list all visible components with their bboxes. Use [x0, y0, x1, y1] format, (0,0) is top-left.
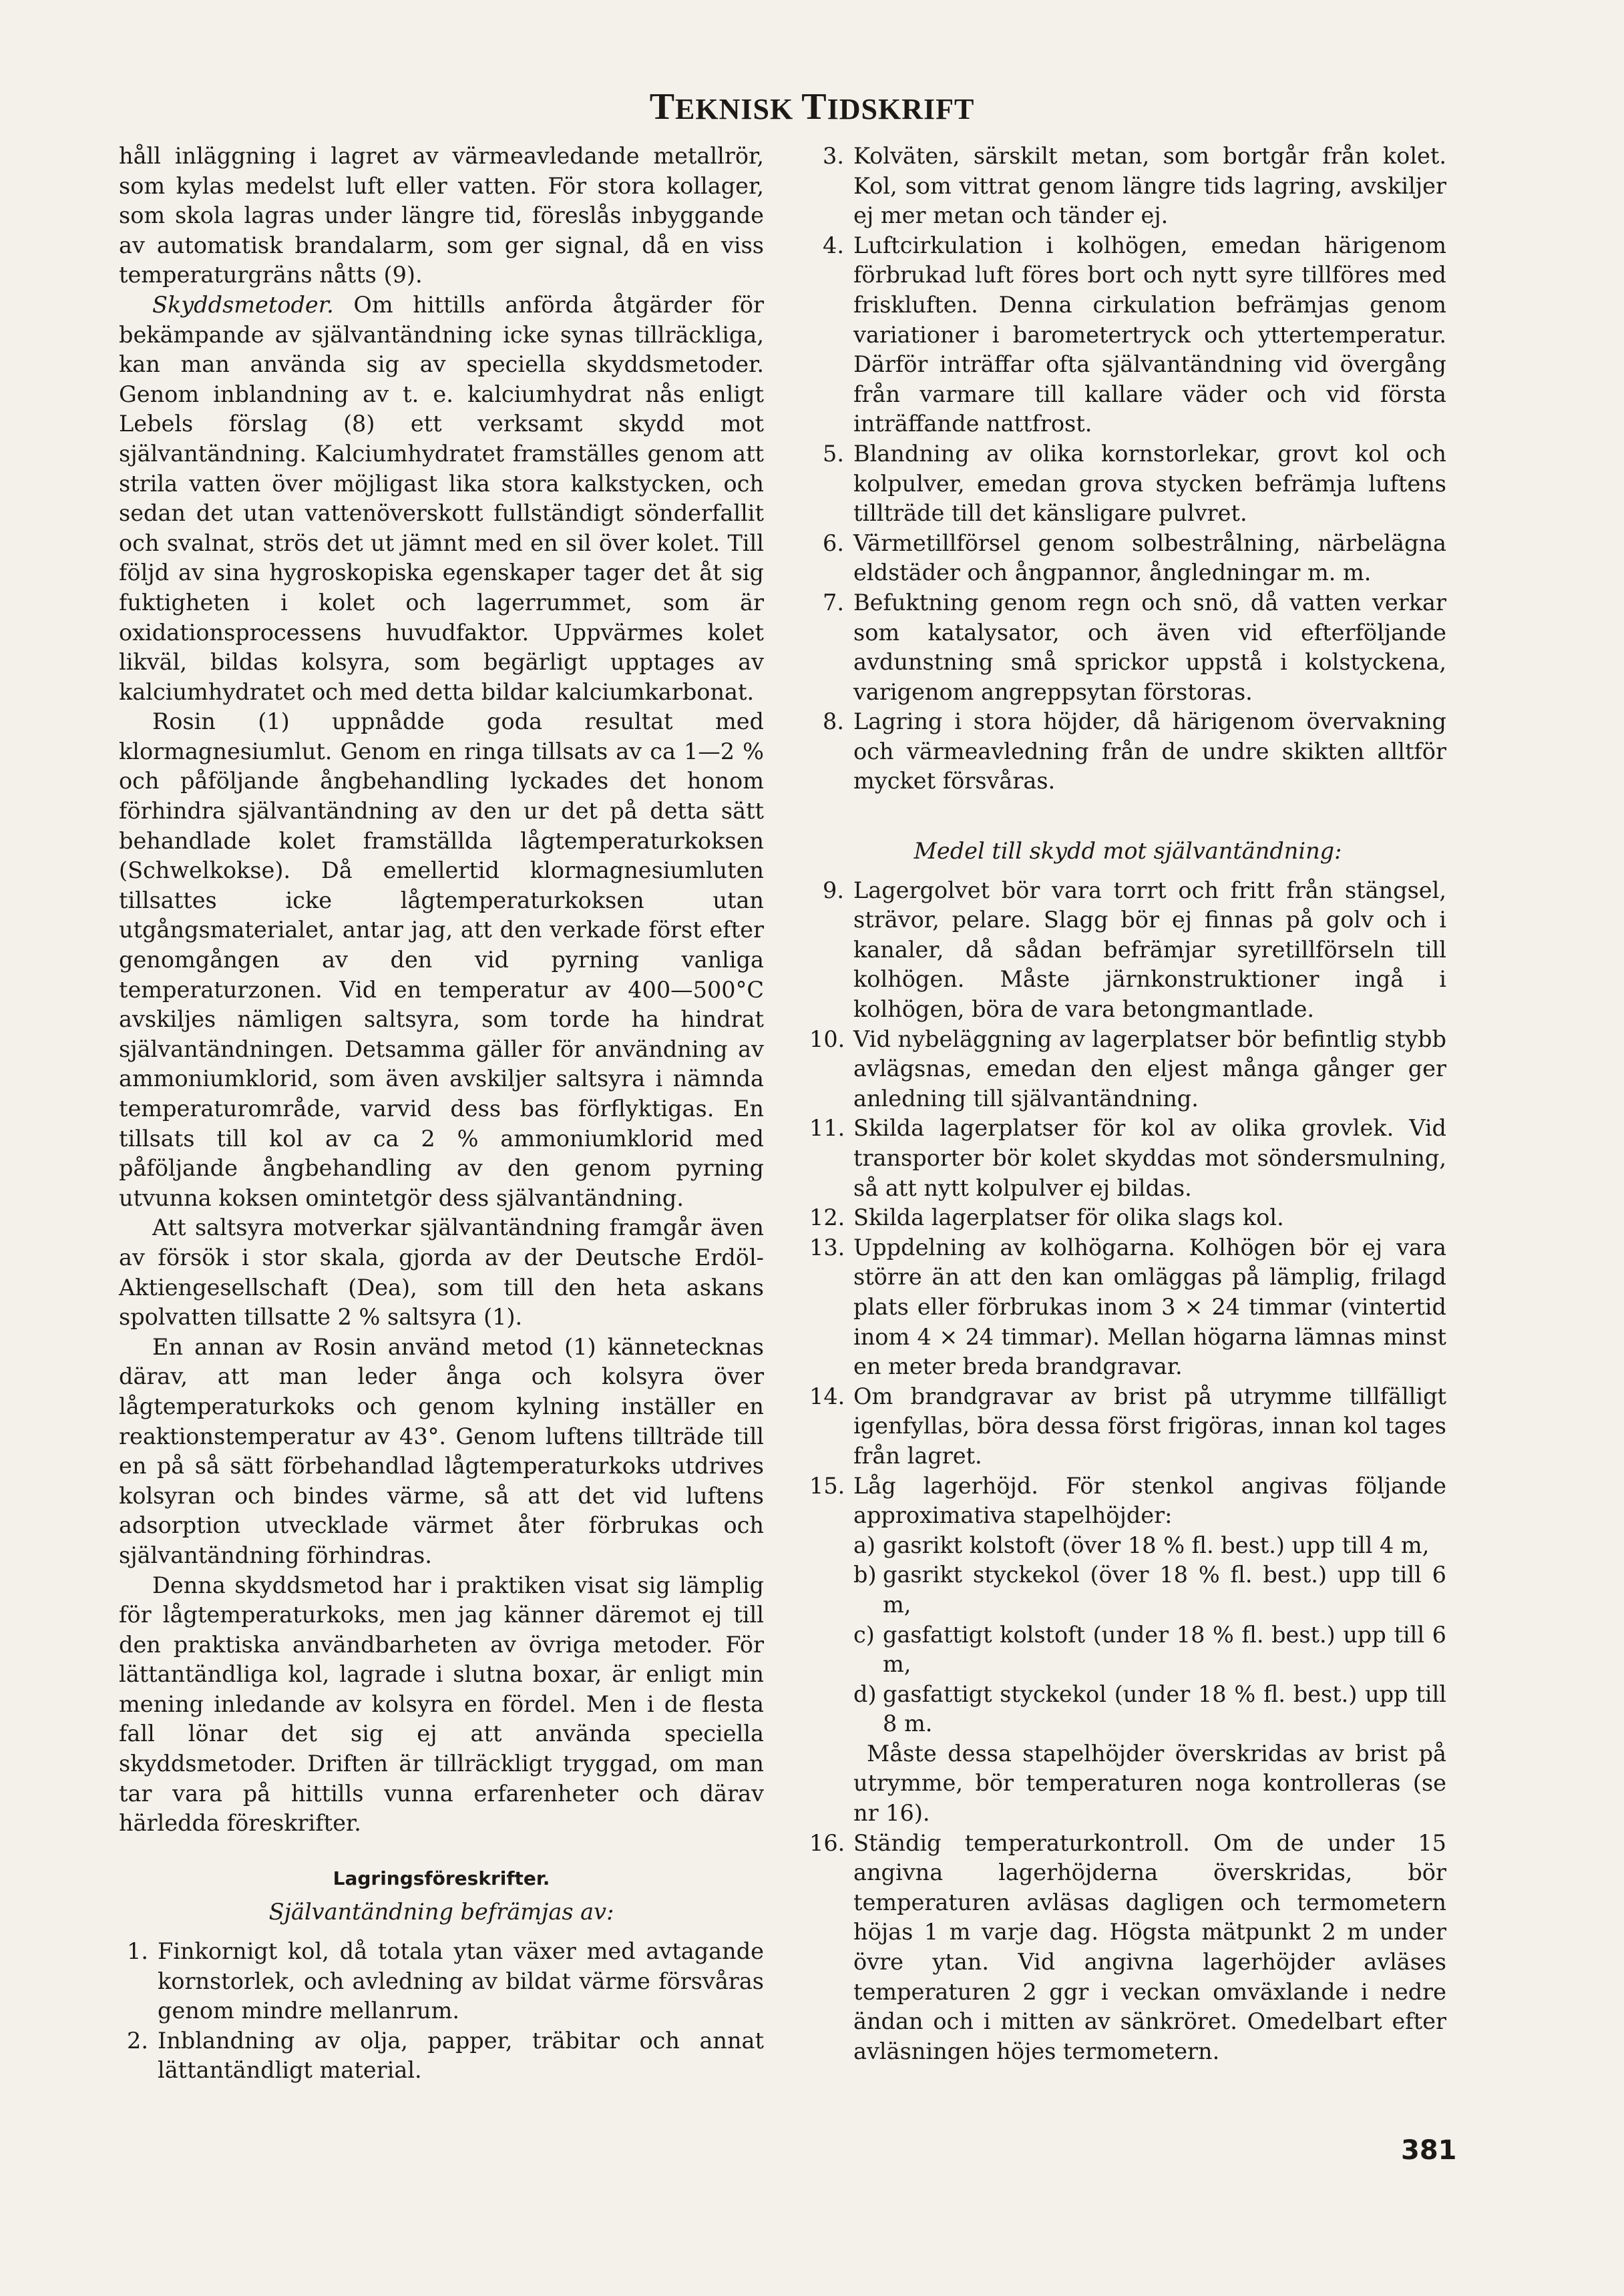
list-number: 12. [809, 1204, 845, 1231]
list-item [809, 1114, 1446, 1203]
header-text-2: IDSKRIFT [827, 93, 975, 126]
paragraph: håll inläggning i lagret av värmeavledande metallrör, som kylas medelst luft eller vatten. För stora kollager, som skola lagras under längre tid, föreslås inbyggande av automatisk brandalarm, som ger signal, då en viss temperaturgräns nåtts (9). [119, 143, 764, 288]
list-text: Lagring i stora höjder, då härigenom övervakning och värmeavledning från de undre skikten alltför mycket försvåras. [853, 708, 1446, 794]
list-text: Lagergolvet bör vara torrt och fritt från stängsel, strävor, pelare. Slagg bör ej finnas på golv och i kanaler, då sådan befrämjar syretillförseln till kolhögen. Måste järnkonstruktioner ingå i kolhögen, böra de vara betongmantlade. [853, 877, 1446, 1023]
list-number: 13. [809, 1234, 845, 1260]
list-number: 16. [809, 1829, 845, 1856]
list-text: Vid nybeläggning av lagerplatser bör befintlig stybb avlägsnas, emedan den eljest många gånger ger anledning till självantändning. [853, 1025, 1446, 1112]
running-header [0, 85, 1624, 128]
sub-text: gasfattigt styckekol (under 18 % fl. best.) upp till 8 m. [883, 1680, 1446, 1737]
list-item [809, 707, 1446, 796]
paragraph-text: Om hittills anförda åtgärder för bekämpande av självantändning icke synas tillräckliga, kan man använda sig av speciella skyddsmetoder. Genom inblandning av t. e. kalciumhydrat nås enligt Lebels förslag (8) ett verksamt skydd mot självantändning. Kalciumhydratet framställes genom att strila vatten över möjligast lika stora kalkstycken, och sedan det utan vattenöverskott fullständigt sönderfallit och svalnat, strös det ut jämnt med en sil över kolet. Till följd av sina hygroskopiska egenskaper tager det åt sig fuktigheten i kolet och lagerrummet, som är oxidationsprocessens huvudfaktor. Uppvärmes kolet likväl, bildas kolsyra, som begärligt upptages av kalciumhydratet och med detta bildar kalciumkarbonat. [119, 291, 764, 705]
sub-text: gasrikt kolstoft (över 18 % fl. best.) upp till 4 m, [883, 1532, 1430, 1558]
list-text: Finkornigt kol, då totala ytan växer med avtagande kornstorlek, och avledning av bildat värme försvåras genom mindre mellanrum. [158, 1938, 764, 2024]
section-heading: Lagringsföreskrifter. [333, 1867, 550, 1889]
sub-label: c) [853, 1621, 875, 1648]
header-text-1: EKNISK [675, 93, 802, 126]
list-text: Låg lagerhöjd. För stenkol angivas följande approximativa stapelhöjder: [853, 1472, 1446, 1529]
list-text: Ständig temperaturkontroll. Om de under 15 angivna lagerhöjderna överskridas, bör temperaturen avläsas dagligen och termometern höjas 1 m varje dag. Högsta mätpunkt 2 m under övre ytan. Vid angivna lagerhöjder avläses temperaturen 2 ggr i veckan omväxlande i nedre ändan och i mitten av sänkröret. Omedelbart efter avläsningen höjes termometern. [853, 1829, 1446, 2064]
list-item [809, 1471, 1446, 1829]
page-number: 381 [1401, 2135, 1457, 2166]
list-text: Inblandning av olja, papper, träbitar och annat lättantändligt material. [158, 2027, 764, 2084]
list-body [853, 1471, 1446, 1829]
list-item [809, 142, 1446, 231]
list-item [809, 1382, 1446, 1471]
list-item [809, 1203, 1446, 1233]
sub-item [853, 1560, 1446, 1620]
paragraph: Denna skyddsmetod har i praktiken visat sig lämplig för lågtemperaturkoks, men jag känner däremot ej till den praktiska användbarheten av övriga metoder. För lättantändliga kol, lagrade i slutna boxar, är enligt min mening inledande av kolsyra en fördel. Men i de flesta fall lönar det sig ej att använda speciella skyddsmetoder. Driften är tillräckligt tryggad, om man tar vara på hittills vunna erfarenheter och därav härledda föreskrifter. [119, 1572, 764, 1837]
list-number: 15. [809, 1472, 845, 1499]
list-text: Värmetillförsel genom solbestrålning, närbelägna eldstäder och ångpannor, ångledningar m. m. [853, 529, 1446, 586]
list-item [809, 439, 1446, 529]
paragraph: Rosin (1) uppnådde goda resultat med klormagnesiumlut. Genom en ringa tillsats av ca 1—2 % och påföljande ångbehandling lyckades det honom förhindra självantändning av den ur det på detta sätt behandlade kolet framställda lågtemperaturkoksen (Schwelkokse). Då emellertid klormagnesiumluten tillsattes icke lågtemperaturkoksen utan utgångsmaterialet, antar jag, att den verkade först efter genomgången av den vid pyrning vanliga temperaturzonen. Vid en temperatur av 400—500°C avskiljes nämligen saltsyra, som torde ha hindrat självantändningen. Detsamma gäller för användning av ammoniumklorid, som även avskiljer saltsyra i nämnda temperaturområde, varvid dess bas förflyktigas. En tillsats till kol av ca 2 % ammoniumklorid med påföljande ångbehandling av den genom pyrning utvunna koksen omintetgör dess självantändning. [119, 708, 764, 1211]
list-number: 3. [823, 143, 844, 169]
list-text: Blandning av olika kornstorlekar, grovt kol och kolpulver, emedan grova stycken befrämja luftens tillträde till det känsligare pulvret. [853, 440, 1446, 527]
paragraph: Att saltsyra motverkar självantändning framgår även av försök i stor skala, gjorda av der Deutsche Erdöl-Aktiengesellschaft (Dea), som till den heta askans spolvatten tillsatte 2 % saltsyra (1). [119, 1214, 764, 1331]
paragraph: En annan av Rosin använd metod (1) kännetecknas därav, att man leder ånga och kolsyra över lågtemperaturkoks och genom kylning inställer en reaktionstemperatur av 43°. Genom luftens tillträde till en på så sätt förbehandlad lågtemperaturkoks utdrives kolsyran och bindes värme, så att det vid luftens adsorption utvecklade värmet åter förbrukas och självantändning förhindras. [119, 1333, 764, 1568]
list-text: Uppdelning av kolhögarna. Kolhögen bör ej vara större än att den kan omläggas på lämplig, frilagd plats eller förbrukas inom 3 × 24 timmar (vintertid inom 4 × 24 timmar). Mellan högarna lämnas minst en meter breda brandgravar. [853, 1234, 1446, 1380]
list-text: Skilda lagerplatser för kol av olika grovlek. Vid transporter bör kolet skyddas mot söndersmulning, så att nytt kolpulver ej bildas. [853, 1115, 1446, 1201]
section-subtitle: Självantändning befrämjas av: [268, 1899, 614, 1925]
list-text: Om brandgravar av brist på utrymme tillfälligt igenfyllas, böra dessa först frigöras, innan kol tages från lagret. [853, 1383, 1446, 1469]
list-number: 9. [823, 877, 844, 903]
list-item [809, 231, 1446, 439]
list-number: 2. [127, 2027, 148, 2054]
list-number: 11. [809, 1115, 845, 1142]
list-continuation: Måste dessa stapelhöjder överskridas av brist på utrymme, bör temperaturen noga kontrolleras (se nr 16). [853, 1740, 1446, 1827]
sub-text: gasfattigt kolstoft (under 18 % fl. best.) upp till 6 m, [883, 1621, 1446, 1678]
list-number: 10. [809, 1025, 845, 1052]
sub-item [853, 1680, 1446, 1739]
header-cap-t1: T [649, 86, 676, 128]
sub-label: d) [853, 1680, 877, 1707]
paragraph [119, 290, 764, 707]
left-column [119, 142, 764, 2086]
header-cap-t2: T [801, 86, 827, 128]
list-item [809, 1829, 1446, 2067]
list-number: 1. [127, 1938, 148, 1965]
list-item [809, 1233, 1446, 1382]
list-number: 6. [823, 529, 844, 556]
list-text: Befuktning genom regn och snö, då vatten verkar som katalysator, och även vid efterföljande avdunstning små sprickor uppstå i kolstyckena, varigenom angreppsytan förstoras. [853, 589, 1446, 705]
sub-label: a) [853, 1532, 876, 1558]
list-item [809, 529, 1446, 588]
list-item [809, 588, 1446, 707]
list-number: 7. [823, 589, 844, 616]
list-item [119, 1937, 764, 2026]
list-item [809, 1025, 1446, 1114]
sub-label: b) [853, 1562, 877, 1588]
right-column [809, 142, 1446, 2066]
list-number: 14. [809, 1383, 845, 1409]
list-item [119, 2026, 764, 2086]
list-text: Kolväten, särskilt metan, som bortgår från kolet. Kol, som vittrat genom längre tids lagring, avskiljer ej mer metan och tänder ej. [853, 143, 1446, 229]
list-text: Luftcirkulation i kolhögen, emedan härigenom förbrukad luft föres bort och nytt syre tillföres med friskluften. Denna cirkulation befrämjas genom variationer i barometertryck och yttertemperatur. Därför inträffar ofta självantändning vid övergång från varmare till kallare väder och vid första inträffande nattfrost. [853, 232, 1446, 437]
list-text: Skilda lagerplatser för olika slags kol. [853, 1204, 1284, 1231]
section-label: Skyddsmetoder. [152, 291, 334, 318]
section-subtitle: Medel till skydd mot självantändning: [914, 838, 1342, 865]
list-number: 8. [823, 708, 844, 735]
list-item [809, 876, 1446, 1025]
sub-text: gasrikt styckekol (över 18 % fl. best.) upp till 6 m, [883, 1562, 1446, 1618]
list-number: 4. [823, 232, 844, 258]
sub-item [853, 1531, 1446, 1561]
list-number: 5. [823, 440, 844, 467]
sub-item [853, 1620, 1446, 1680]
